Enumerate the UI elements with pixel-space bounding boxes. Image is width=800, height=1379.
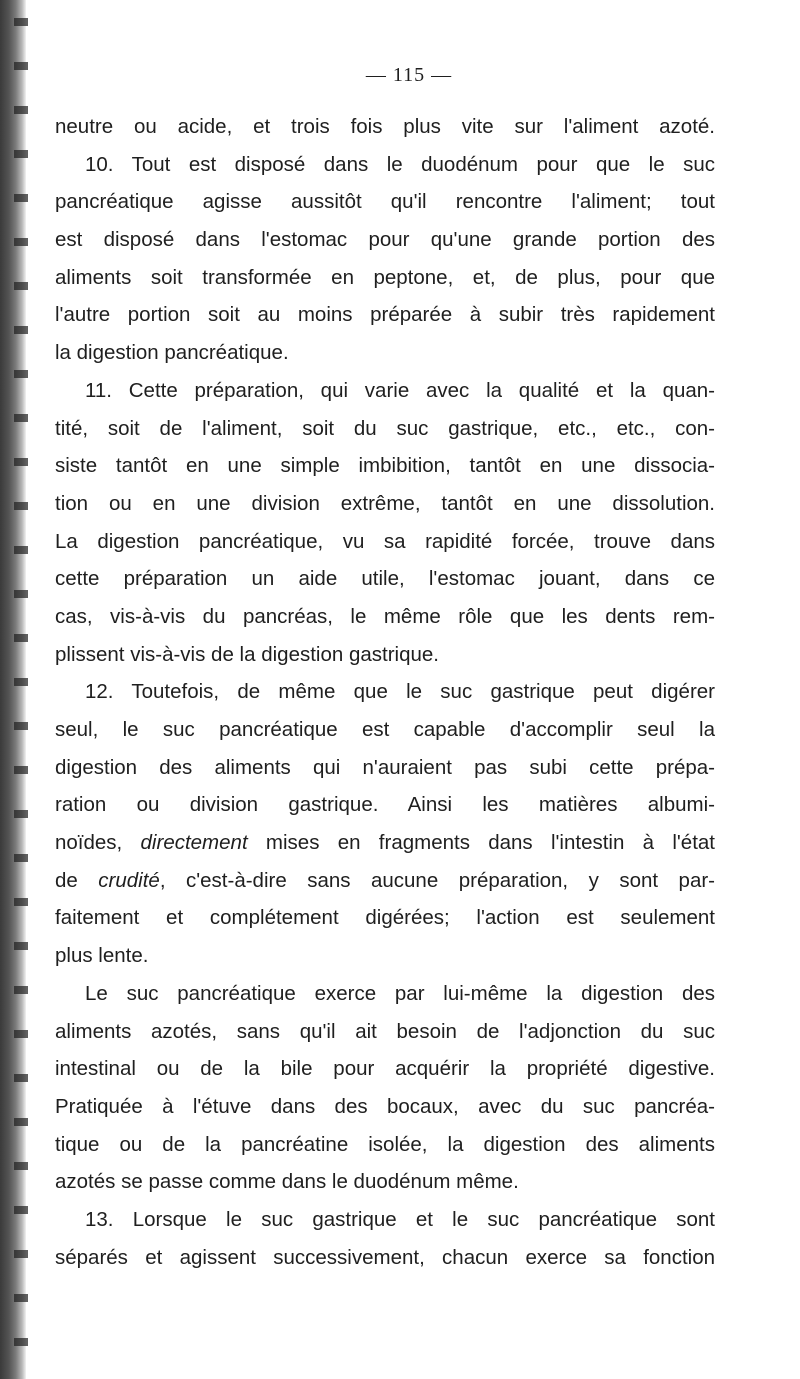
text-line: cas, vis-à-vis du pancréas, le même rôle que les dents rem- <box>55 604 715 628</box>
text-line <box>55 862 715 900</box>
text-line <box>55 824 715 862</box>
text-line: plissent vis-à-vis de la digestion gastrique. <box>55 642 439 666</box>
text-segment: noïdes, <box>55 831 141 855</box>
text-line: neutre ou acide, et trois fois plus vite sur l'aliment azoté. <box>55 115 715 138</box>
text-segment: mises en fragments dans l'intestin à l'état <box>247 831 715 855</box>
text-line: 11. Cette préparation, qui varie avec la qualité et la quan- <box>85 378 715 402</box>
text-line: plus lente. <box>55 944 149 968</box>
text-line: l'autre portion soit au moins préparée à subir très rapidement <box>55 303 715 327</box>
text-line: azotés se passe comme dans le duodénum même. <box>55 1170 519 1194</box>
text-line: tique ou de la pancréatine isolée, la digestion des aliments <box>55 1132 715 1156</box>
text-line: 13. Lorsque le suc gastrique et le suc pancréatique sont <box>85 1207 715 1231</box>
text-line: séparés et agissent successivement, chacun exerce sa fonction <box>55 1245 715 1269</box>
binding-stitch-marks <box>14 0 28 1379</box>
text-line: est disposé dans l'estomac pour qu'une grande portion des <box>55 228 715 252</box>
italic-text: directement <box>140 831 248 855</box>
text-line: faitement et complétement digérées; l'action est seulement <box>55 906 715 930</box>
body-text <box>55 108 715 1276</box>
text-line: ration ou division gastrique. Ainsi les matières albumi- <box>55 793 715 817</box>
text-line: siste tantôt en une simple imbibition, tantôt en une dissocia- <box>55 454 715 478</box>
text-line: aliments soit transformée en peptone, et, de plus, pour que <box>55 265 715 289</box>
text-line: digestion des aliments qui n'auraient pas subi cette prépa- <box>55 755 715 779</box>
text-line: 10. Tout est disposé dans le duodénum pour que le suc <box>85 152 715 176</box>
page-number: — 115 — <box>365 64 453 86</box>
text-segment: de <box>55 868 99 892</box>
text-line: Pratiquée à l'étuve dans des bocaux, avec du suc pancréa- <box>55 1094 715 1118</box>
text-line: aliments azotés, sans qu'il ait besoin de l'adjonction du suc <box>55 1019 715 1043</box>
text-line: la digestion pancréatique. <box>55 341 289 365</box>
text-line: La digestion pancréatique, vu sa rapidité forcée, trouve dans <box>55 529 715 553</box>
text-line: cette préparation un aide utile, l'estomac jouant, dans ce <box>55 567 715 591</box>
text-line: Le suc pancréatique exerce par lui-même la digestion des <box>85 981 715 1005</box>
text-line: tion ou en une division extrême, tantôt en une dissolution. <box>55 491 715 515</box>
text-line: pancréatique agisse aussitôt qu'il rencontre l'aliment; tout <box>55 190 715 214</box>
text-segment: , c'est-à-dire sans aucune préparation, y sont par- <box>159 868 715 892</box>
text-line: seul, le suc pancréatique est capable d'accomplir seul la <box>55 718 715 741</box>
text-line: tité, soit de l'aliment, soit du suc gastrique, etc., etc., con- <box>55 416 715 440</box>
italic-text: crudité <box>98 868 160 892</box>
text-line: 12. Toutefois, de même que le suc gastrique peut digérer <box>85 680 715 704</box>
text-line: intestinal ou de la bile pour acquérir la propriété digestive. <box>55 1057 715 1081</box>
